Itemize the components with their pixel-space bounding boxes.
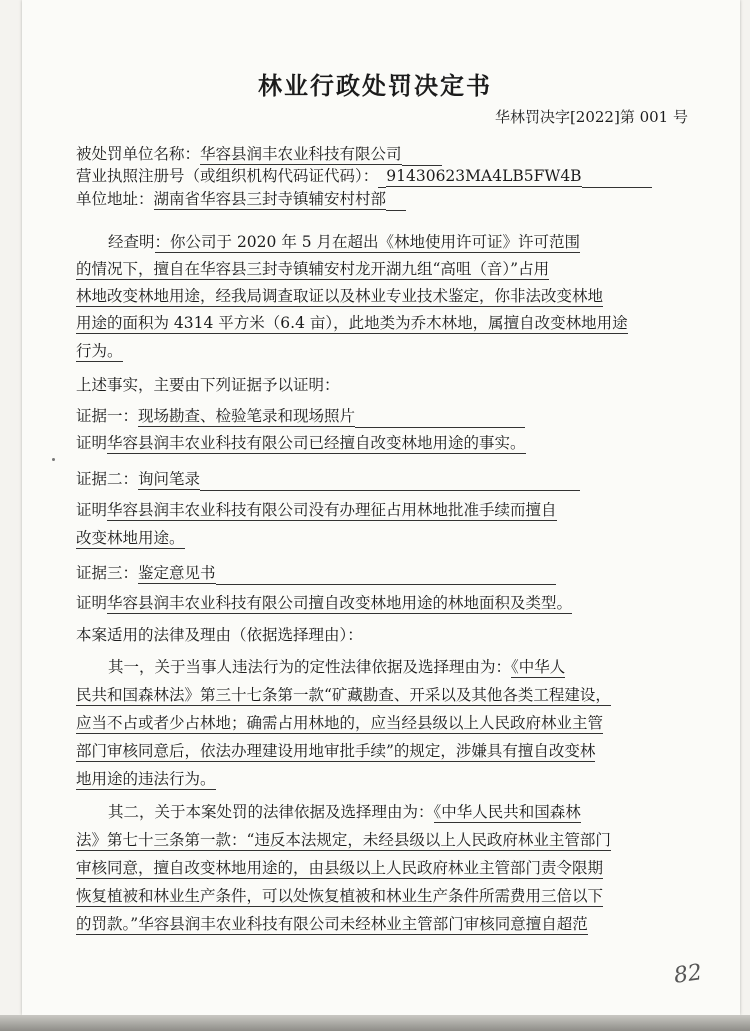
found-line-5: 行为。 [76,342,123,360]
evidence-1-value: 现场勘查、检验笔录和现场照片 [138,407,356,425]
evidence-2-value: 询问笔录 [138,470,201,488]
found-line-4: 用途的面积为 4314 平方米（6.4 亩），此地类为乔木林地，属擅自改变林地用途 [76,314,628,332]
license-value: 91430623MA4LB5FW4B [386,167,582,185]
found-line-2: 的情况下，擅自在华容县三封寺镇辅安村龙开湖九组“高咀（音）”占用 [76,260,550,278]
reason-2-line-5: 的罚款。”华容县润丰农业科技有限公司未经林业主管部门审核同意擅自超范 [76,915,588,933]
document-title: 林业行政处罚决定书 [258,72,492,100]
proof-1-value: 华容县润丰农业科技有限公司已经擅自改变林地用途的事实。 [107,434,526,452]
reason-1-line-3: 应当不占或者少占林地；确需占用林地的，应当经县级以上人民政府林业主管 [76,714,604,732]
address-value: 湖南省华容县三封寺镇辅安村村部 [153,190,387,208]
scan-speck [52,458,55,461]
proof-2: 证明华容县润丰农业科技有限公司没有办理征占用林地批准手续而擅自 [76,501,557,519]
law-intro: 本案适用的法律及理由（依据选择理由）： [76,626,363,644]
evidence-1: 证据一：现场勘查、检验笔录和现场照片 [76,405,686,428]
license-line [76,165,686,188]
proof-3: 证明华容县润丰农业科技有限公司擅自改变林地用途的林地面积及类型。 [76,594,573,612]
reason-2-tail: 华容县润丰农业科技有限公司未经林业主管部门审核同意擅自超范 [138,915,588,933]
address-line [76,188,686,211]
reason-2-line-2: 法》第七十三条第一款：“违反本法规定，未经县级以上人民政府林业主管部门 [76,831,611,849]
found-label: 经查明 [108,233,155,251]
party-line [76,143,686,166]
reason-1-line-5: 地用途的违法行为。 [76,770,216,788]
reason-2-line-4: 恢复植被和林业生产条件，可以处恢复植被和林业生产条件所需费用三倍以下 [76,887,604,905]
found-line-1: 经查明：你公司于 2020 年 5 月在超出《林地使用许可证》许可范围 [108,233,581,251]
reason-2-line-3: 审核同意，擅自改变林地用途的，由县级以上人民政府林业主管部门责令限期 [76,859,604,877]
proof-3-value: 华容县润丰农业科技有限公司擅自改变林地用途的林地面积及类型。 [107,594,573,612]
reason-1-line-1: 其一，关于当事人违法行为的定性法律依据及选择理由为：《中华人 [108,658,566,676]
proof-1: 证明华容县润丰农业科技有限公司已经擅自改变林地用途的事实。 [76,434,526,452]
found-line-3: 林地改变林地用途，经我局调查取证以及林业专业技术鉴定，你非法改变林地 [76,287,604,305]
handwritten-page-number: 82 [672,960,704,989]
reason-1-line-2: 民共和国森林法》第三十七条第一款“矿藏勘查、开采以及其他各类工程建设， [76,686,611,704]
license-label: 营业执照注册号（或组织机构代码证代码）： [76,167,379,185]
party-value: 华容县润丰农业科技有限公司 [200,145,402,163]
party-label: 被处罚单位名称： [76,145,201,163]
reason-1-line-4: 部门审核同意后，依法办理建设用地审批手续”的规定，涉嫌具有擅自改变林 [76,742,596,760]
address-label: 单位地址： [76,190,154,208]
proof-2-cont: 改变林地用途。 [76,529,185,547]
evidence-3: 证据三：鉴定意见书 [76,562,686,585]
evidence-2: 证据二：询问笔录 [76,468,686,491]
proof-2-value: 华容县润丰农业科技有限公司没有办理征占用林地批准手续而擅自 [107,501,557,519]
document-number: 华林罚决字[2022]第 001 号 [494,108,688,126]
scan-edge [0,1015,750,1031]
evidence-intro: 上述事实，主要由下列证据予以证明： [76,376,340,394]
evidence-3-value: 鉴定意见书 [138,564,216,582]
reason-2-line-1: 其二，关于本案处罚的法律依据及选择理由为：《中华人民共和国森林 [108,803,581,821]
